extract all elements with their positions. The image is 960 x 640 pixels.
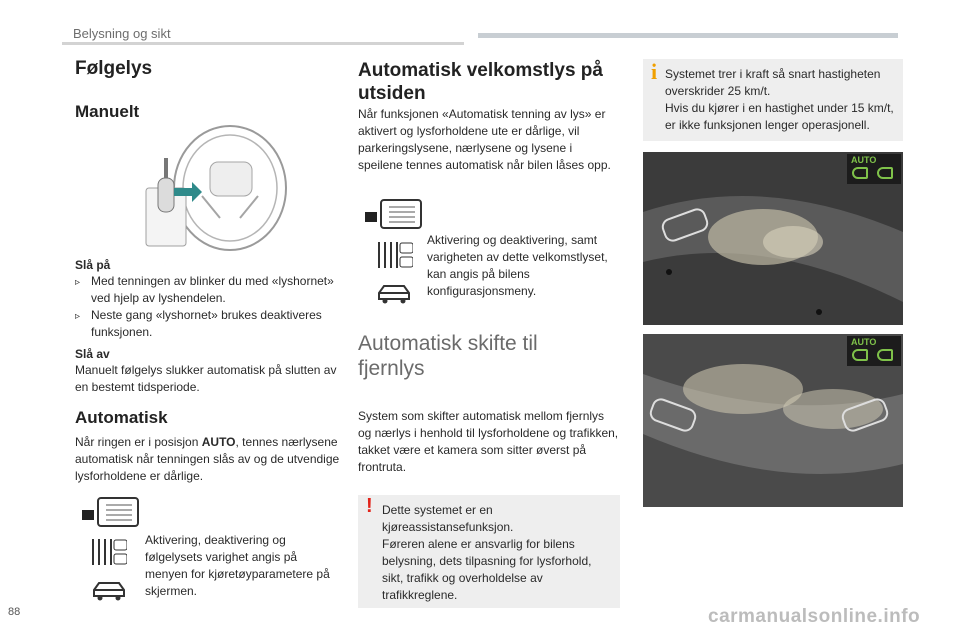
heading-sla-pa: Slå på — [75, 258, 111, 272]
arrow-bullet-icon: ▹ — [75, 277, 81, 288]
steering-controls-icon — [373, 240, 413, 270]
warning-icon: ! — [366, 495, 373, 517]
touchscreen-icon — [365, 198, 425, 232]
info-box — [643, 59, 903, 141]
title-folgelys: Følgelys — [75, 58, 153, 79]
dial-menu-icon — [87, 537, 127, 567]
velkomstlys-description: Når funksjonen «Automatisk tenning av lys» er aktivert og lysforholdene ute er dårlige, vil parkeringslysene, nærlysene og lysene i speilene tennes automatisk når bilen låses opp. — [358, 107, 611, 172]
left-config-text: Aktivering, deaktivering og følgelysets varighet angis på menyen for kjøretøyparametere på skjermen. — [145, 533, 330, 598]
header-rule-left — [62, 42, 464, 45]
section-header: Belysning og sikt — [73, 26, 171, 41]
list-item: ▹ Neste gang «lyshornet» brukes deaktiveres funksjonen. — [75, 308, 322, 339]
photo-dipped-beam — [643, 152, 903, 325]
heading-manuelt: Manuelt — [75, 102, 140, 121]
auto-lights-indicator: AUTO — [847, 336, 901, 366]
steering-wheel-illustration — [140, 122, 290, 254]
vehicle-icon — [375, 281, 413, 305]
heading-automatisk: Automatisk — [75, 408, 168, 427]
fjernlys-description: System som skifter automatisk mellom fjernlys og nærlys i henhold til lysforholdene og trafikken, takket være et kamera som sitter øverst på frontruta. — [358, 409, 619, 474]
on-instructions — [75, 273, 345, 341]
watermark-url: carmanualsonline.info — [708, 606, 921, 627]
info-icon: i — [651, 59, 658, 84]
auto-description: Når ringen er i posisjon AUTO, tennes nærlysene automatisk når tenningen slås av og de utvendige lysforholdene er dårlige. — [75, 435, 340, 483]
title-fjernlys: Automatisk skifte til fjernlys — [358, 332, 538, 380]
middle-config-text: Aktivering og deaktivering, samt varigheten av dette velkomstlyset, kan angis på bilens konfigurasjonsmeny. — [427, 233, 608, 298]
info-text: Systemet trer i kraft så snart hastigheten overskrider 25 km/t. Hvis du kjører i en hastighet under 15 km/t, er ikke funksjonen lenger operasjonell. — [665, 67, 894, 132]
header-rule-right — [478, 33, 898, 38]
vehicle-icon — [90, 578, 128, 602]
arrow-bullet-icon: ▹ — [75, 311, 81, 322]
list-item: ▹ Med tenningen av blinker du med «lyshornet» ved hjelp av lyshendelen. — [75, 274, 334, 305]
warning-text: Dette systemet er en kjøreassistansefunksjon. Føreren alene er ansvarlig for bilens belysning, dets tilpasning for lysforhold, sikt, trafikk og overholdelse av trafikkreglene. — [382, 503, 592, 602]
headlamp-icon — [877, 349, 893, 361]
off-instructions: Manuelt følgelys slukker automatisk på slutten av en bestemt tidsperiode. — [75, 363, 337, 394]
heading-sla-av: Slå av — [75, 347, 110, 361]
headlamp-icon — [877, 167, 893, 179]
steering-controls-icon — [87, 537, 127, 567]
headlamp-icon — [852, 349, 868, 361]
title-velkomstlys: Automatisk velkomstlys på utsiden — [358, 60, 603, 104]
dial-menu-icon — [373, 240, 413, 270]
headlamp-icon — [852, 167, 868, 179]
auto-lights-indicator: AUTO — [847, 154, 901, 184]
touchscreen-icon — [82, 496, 142, 530]
warning-box — [358, 495, 620, 608]
photo-oncoming-traffic — [643, 334, 903, 507]
page-number: 88 — [8, 606, 21, 618]
